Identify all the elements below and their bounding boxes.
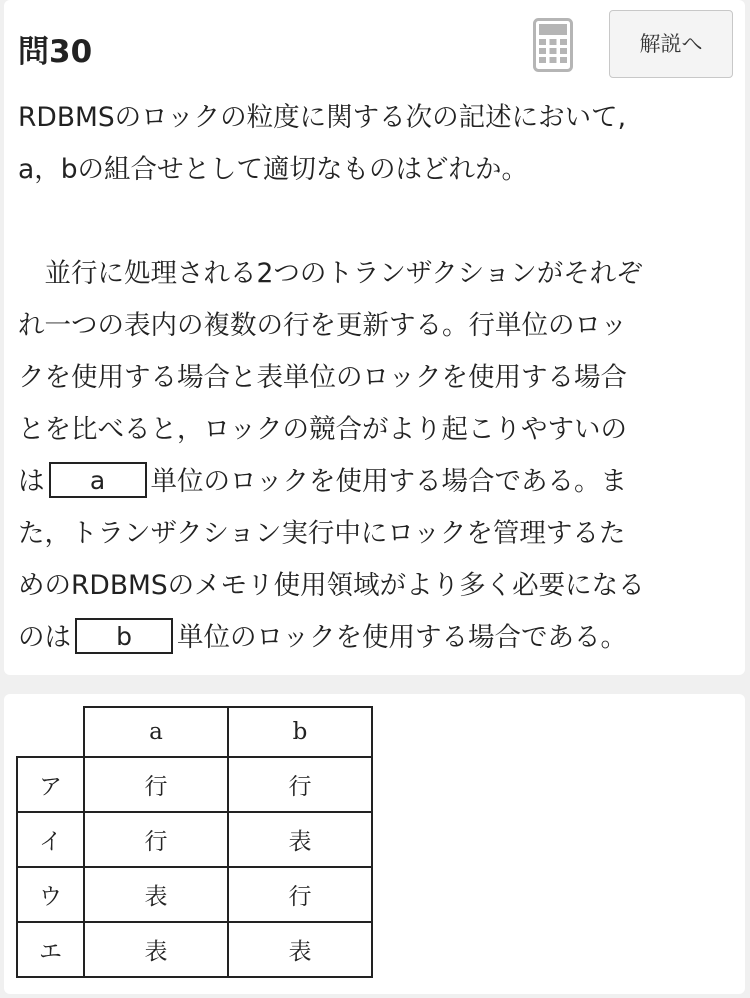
table-header-cell: b xyxy=(228,707,372,757)
question-card xyxy=(4,0,745,675)
table-cell: 行 xyxy=(228,867,372,922)
table-cell: 行 xyxy=(228,757,372,812)
choice-label: ア xyxy=(17,757,84,812)
passage-text: のは xyxy=(18,622,71,653)
paragraph-spacer xyxy=(18,196,730,248)
table-row xyxy=(17,812,372,867)
question-text xyxy=(18,92,730,664)
choice-label: ウ xyxy=(17,867,84,922)
passage-line: とを比べると，ロックの競合がより起こりやすいの xyxy=(18,414,627,445)
passage-text: は xyxy=(18,466,45,497)
passage-line xyxy=(18,612,730,664)
table-cell: 行 xyxy=(84,812,228,867)
table-cell: 表 xyxy=(84,922,228,977)
passage-text: 単位のロックを使用する場合である。 xyxy=(177,622,627,653)
table-header-row xyxy=(17,707,372,757)
choices-card xyxy=(4,694,745,994)
question-title: 問30 xyxy=(18,34,93,70)
question-intro-line: a，bの組合せとして適切なものはどれか。 xyxy=(18,154,529,185)
table-row xyxy=(17,922,372,977)
passage-line: クを使用する場合と表単位のロックを使用する場合 xyxy=(18,362,627,393)
table-row xyxy=(17,867,372,922)
table-cell: 行 xyxy=(84,757,228,812)
passage-line: た，トランザクション実行中にロックを管理するた xyxy=(18,518,626,549)
calculator-icon[interactable] xyxy=(533,18,573,72)
passage-line: めのRDBMSのメモリ使用領域がより多く必要になる xyxy=(18,570,645,601)
table-row xyxy=(17,757,372,812)
question-header xyxy=(4,0,745,90)
passage-line: れ一つの表内の複数の行を更新する。行単位のロッ xyxy=(18,310,627,341)
choice-label: イ xyxy=(17,812,84,867)
table-header-cell xyxy=(17,707,84,757)
question-intro-line: RDBMSのロックの粒度に関する次の記述において, xyxy=(18,102,627,133)
table-header-cell: a xyxy=(84,707,228,757)
passage-line xyxy=(18,456,730,508)
table-cell: 表 xyxy=(228,922,372,977)
answer-choices-table xyxy=(16,706,373,978)
table-cell: 表 xyxy=(84,867,228,922)
table-cell: 表 xyxy=(228,812,372,867)
explanation-button[interactable]: 解説へ xyxy=(609,10,733,78)
choice-label: エ xyxy=(17,922,84,977)
blank-b-box: b xyxy=(75,618,173,654)
passage-text: 単位のロックを使用する場合である。ま xyxy=(150,466,627,497)
passage-line: 並行に処理される2つのトランザクションがそれぞ xyxy=(18,258,643,289)
blank-a-box: a xyxy=(49,462,147,498)
